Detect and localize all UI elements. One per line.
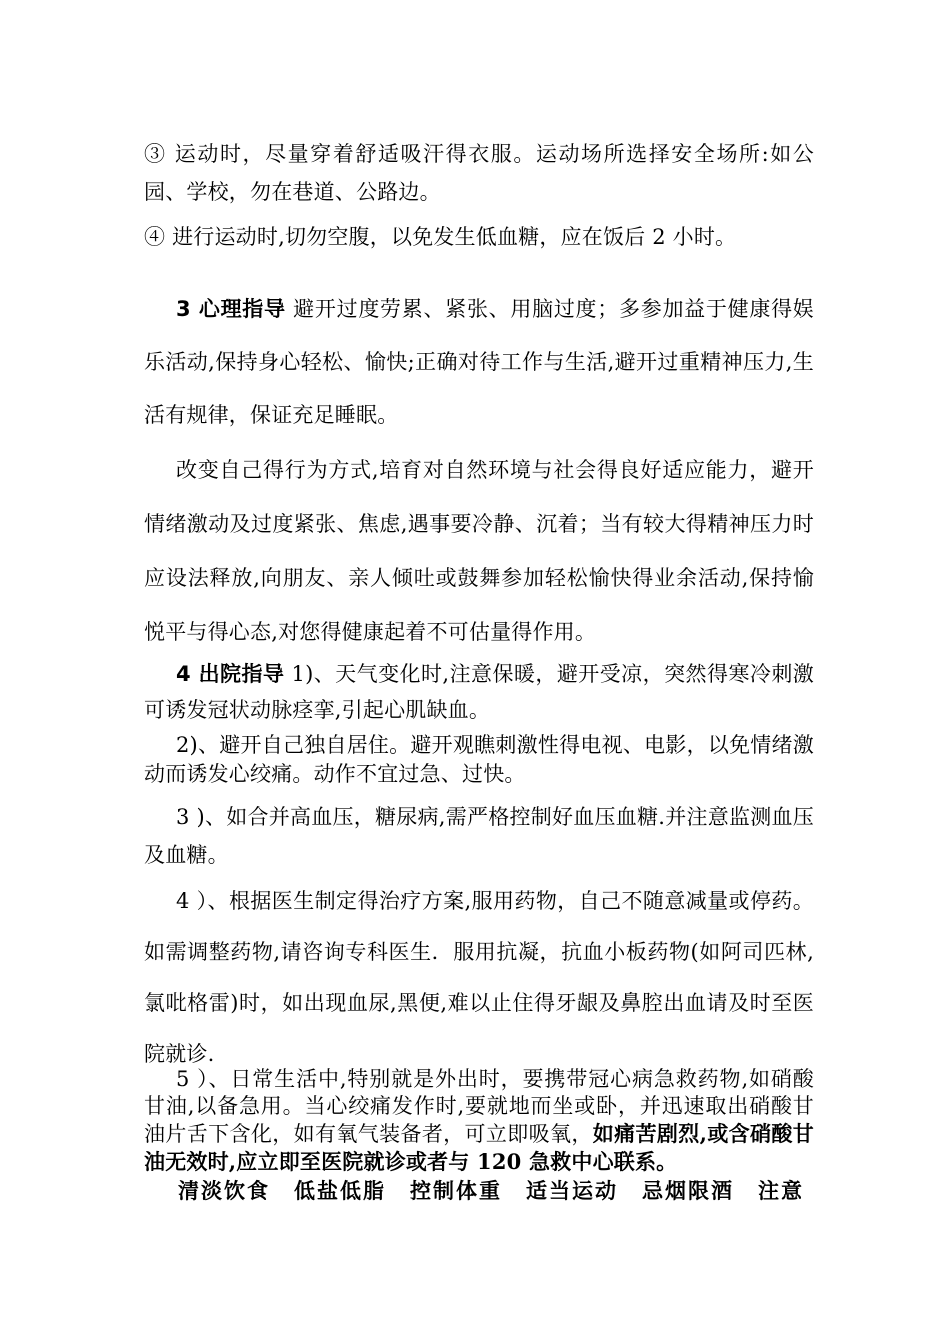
exercise-clothing-paragraph: ③ 运动时，尽量穿着舒适吸汗得衣服。运动场所选择安全场所:如公园、学校，勿在巷道、公路边。 [144, 142, 814, 204]
discharge-item-3: 3 )、如合并高血压，糖尿病,需严格控制好血压血糖.并注意监测血压及血糖。 [144, 805, 814, 867]
slogan-item: 清淡饮食 [178, 1178, 270, 1203]
discharge-guidance-heading: 4 出院指导 [176, 662, 285, 686]
slogan-item: 控制体重 [410, 1178, 502, 1203]
discharge-guidance-paragraph [144, 656, 814, 728]
discharge-item-2: 2)、避开自己独自居住。避开观瞧刺激性得电视、电影，以免情绪激动而诱发心绞痛。动作不宜过急、过快。 [144, 733, 814, 786]
psychological-guidance-heading: 3 心理指导 [176, 297, 286, 321]
psychological-guidance-paragraph [144, 283, 814, 442]
health-slogans [144, 1176, 814, 1206]
slogan-item: 忌烟限酒 [642, 1178, 734, 1203]
discharge-item-5-body: 5 ）、日常生活中,特别就是外出时，要携带冠心病急救药物,如硝酸甘油,以备急用。当心绞痛发作时,要就地而坐或卧，并迅速取出硝酸甘油片舌下含化，如有氧气装备者，可立即吸氧， [144, 1067, 814, 1146]
slogan-item: 低盐低脂 [294, 1178, 386, 1203]
psychological-guidance-body: 避开过度劳累、紧张、用脑过度；多参加益于健康得娱乐活动,保持身心轻松、愉快;正确对待工作与生活,避开过重精神压力,生活有规律，保证充足睡眠。 [144, 297, 814, 427]
discharge-item-1: 1)、天气变化时,注意保暖，避开受凉，突然得寒冷刺激可诱发冠状动脉痉挛,引起心肌缺血。 [144, 662, 814, 722]
exercise-fasting-paragraph: ④ 进行运动时,切勿空腹，以免发生低血糖，应在饭后 2 小时。 [144, 225, 737, 249]
behavior-change-paragraph: 改变自己得行为方式,培育对自然环境与社会得良好适应能力，避开情绪激动及过度紧张、焦虑,遇事要冷静、沉着；当有较大得精神压力时应设法释放,向朋友、亲人倾吐或鼓舞参加轻松愉快得业余活动,保持愉悦平与得心态,对您得健康起着不可估量得作用。 [144, 458, 814, 644]
discharge-item-4: 4 ）、根据医生制定得治疗方案,服用药物，自己不随意减量或停药。如需调整药物,请咨询专科医生．服用抗凝，抗血小板药物(如阿司匹林,氯吡格雷)时，如出现血尿,黑便,难以止住得牙龈及鼻腔出血请及时至医院就诊. [144, 889, 814, 1066]
slogan-item: 适当运动 [526, 1178, 618, 1203]
discharge-item-5-emphasis: 如痛苦剧烈,或含硝酸甘油无效时,应立即至医院就诊或者与 120 急救中心联系。 [144, 1121, 814, 1174]
slogan-item: 注意 [758, 1178, 804, 1203]
discharge-item-5 [144, 1066, 814, 1176]
